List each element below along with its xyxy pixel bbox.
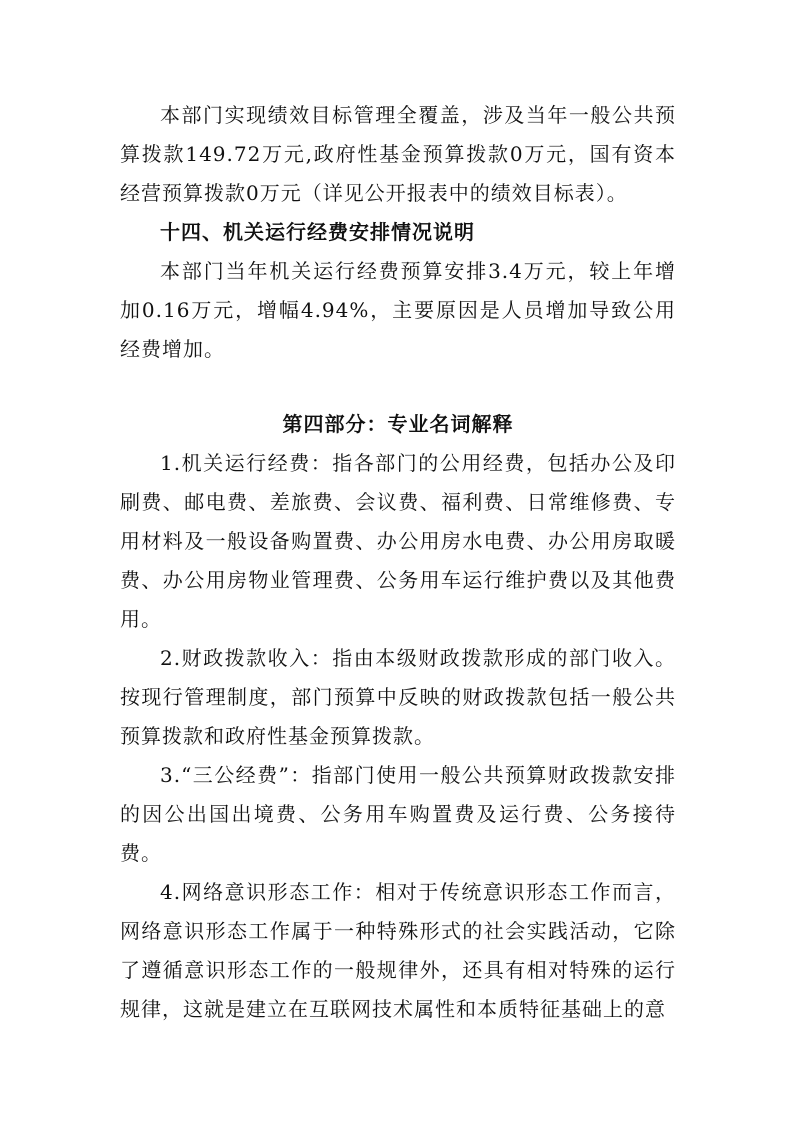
definition-3: 3.“三公经费”：指部门使用一般公共预算财政拨款安排的因公出国出境费、公务用车购置费及运行费、公务接待费。 <box>120 763 676 865</box>
operating-expense-paragraph: 本部门当年机关运行经费预算安排3.4万元，较上年增加0.16万元，增幅4.94%，主要原因是人员增加导致公用经费增加。 <box>120 259 676 361</box>
definition-1: 1.机关运行经费：指各部门的公用经费，包括办公及印刷费、邮电费、差旅费、会议费、福利费、日常维修费、专用材料及一般设备购置费、办公用房水电费、办公用房取暖费、办公用房物业管理费、公务用车运行维护费以及其他费用。 <box>120 451 676 631</box>
document-page <box>120 96 676 1029</box>
part-4-title: 第四部分：专业名词解释 <box>282 412 514 436</box>
section-14-heading: 十四、机关运行经费安排情况说明 <box>160 220 475 244</box>
performance-target-paragraph: 本部门实现绩效目标管理全覆盖，涉及当年一般公共预算拨款149.72万元,政府性基金预算拨款0万元，国有资本经营预算拨款0万元（详见公开报表中的绩效目标表）。 <box>120 103 676 205</box>
definition-2: 2.财政拨款收入：指由本级财政拨款形成的部门收入。按现行管理制度，部门预算中反映的财政拨款包括一般公共预算拨款和政府性基金预算拨款。 <box>120 646 676 748</box>
definition-4: 4.网络意识形态工作：相对于传统意识形态工作而言，网络意识形态工作属于一种特殊形式的社会实践活动，它除了遵循意识形态工作的一般规律外，还具有相对特殊的运行规律，这就是建立在互联网技术属性和本质特征基础上的意 <box>120 880 676 1021</box>
